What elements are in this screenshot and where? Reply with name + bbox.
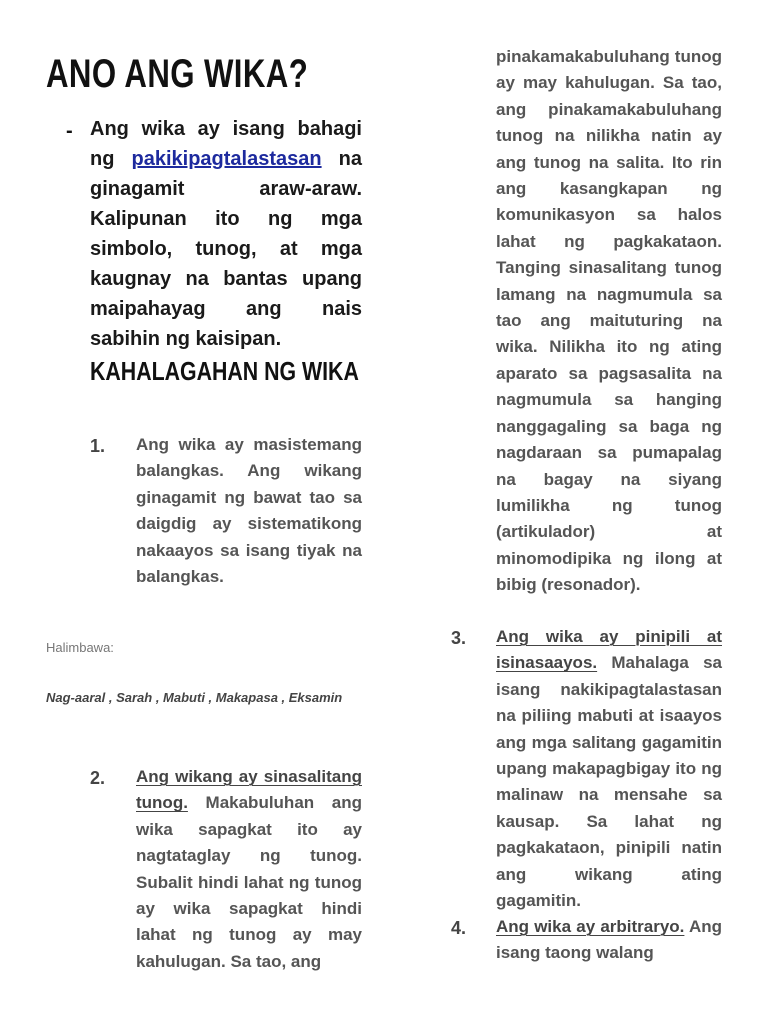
example-label: Halimbawa: bbox=[46, 640, 114, 655]
item-4-number: 4. bbox=[451, 918, 467, 938]
item-2-number: 2. bbox=[90, 768, 106, 788]
page-title: ANO ANG WIKA? bbox=[46, 52, 309, 96]
item-3-lead: Ang wika ay pinipili at isinasaayos. bbox=[496, 627, 722, 673]
item-3-number: 3. bbox=[451, 628, 467, 648]
item-1-body: Ang wika ay masistemang balangkas. Ang wikang ginagamit ng bawat tao sa daigdig ay sistematikong nakaayos sa isang tiyak na balangkas. bbox=[136, 435, 362, 587]
item-4-body: Ang isang taong walang bbox=[496, 917, 722, 963]
item-1-text bbox=[136, 432, 362, 590]
intro-text-part2: na ginagamit araw-araw. Kalipunan ito ng mga simbolo, tunog, at mga kaugnay na bantas upang maipahayag ang nais sabihin ng kaisipan. bbox=[90, 148, 362, 350]
intro-paragraph bbox=[90, 114, 362, 354]
example-text: Nag-aaral , Sarah , Mabuti , Makapasa , Eksamin bbox=[46, 690, 343, 705]
item-1-number: 1. bbox=[90, 436, 106, 456]
intro-text-part1: Ang wika ay isang bahagi ng bbox=[90, 118, 362, 170]
item-3-body: Mahalaga sa isang nakikipagtalastasan na piliing mabuti at isaayos ang mga salitang gagamitin upang makapagbigay ito ng malinaw na mensahe sa kausap. Sa lahat ng pagkakataon, pinipili natin ang wikang ating gagamitin. bbox=[496, 653, 722, 911]
item-4-text bbox=[496, 914, 722, 967]
item-4-lead: Ang wika ay arbitraryo. bbox=[496, 917, 685, 936]
item-3-text bbox=[496, 624, 722, 914]
item-2-lead: Ang wikang ay sinasalitang tunog. bbox=[136, 767, 362, 813]
continuation-paragraph: pinakamakabuluhang tunog ay may kahulugan. Sa tao, ang pinakamakabuluhang tunog na nilikha natin ay ang tunog na salita. Ito rin ang kasangkapan ng komunikasyon sa halos lahat ng pagkakataon. Tanging sinasalitang tunog lamang na nagmumula sa tao ang maituturing na wika. Nilikha ito ng ating aparato sa pagsasalita na nagmumula sa hanging nanggagaling sa baga ng nagdaraan sa pumapalag na bagay na siyang lumilikha ng tunog (artikulador) at minomodipika ng ilong at bibig (resonador). bbox=[496, 47, 722, 595]
pakikipagtalastasan-link[interactable]: pakikipagtalastasan bbox=[131, 148, 322, 170]
section-heading: KAHALAGAHAN NG WIKA bbox=[90, 356, 359, 386]
bullet-marker: - bbox=[66, 120, 73, 142]
item-2-body: Makabuluhan ang wika sapagkat ito ay nagtataglay ng tunog. Subalit hindi lahat ng tunog ay wika sapagkat hindi lahat ng tunog ay may kahulugan. Sa tao, ang bbox=[136, 793, 362, 971]
item-2-text bbox=[136, 764, 362, 975]
